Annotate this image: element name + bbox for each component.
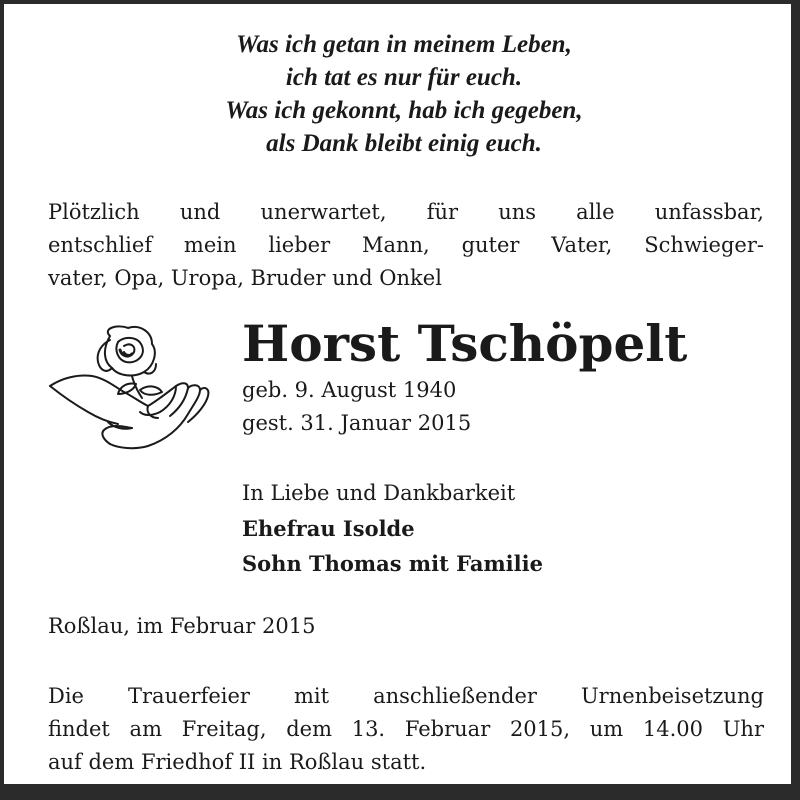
death-date: gest. 31. Januar 2015 (242, 411, 472, 435)
deceased-name: Horst Tschöpelt (242, 314, 688, 373)
funeral-notice (48, 680, 764, 779)
obituary-card (4, 4, 791, 784)
poem-line: Was ich getan in meinem Leben, (236, 31, 572, 58)
intro-text (48, 196, 764, 295)
mourners-block (242, 476, 543, 581)
funeral-line: findet am Freitag, dem 13. Februar 2015, um 14.00 Uhr (48, 717, 764, 741)
poem (4, 28, 800, 160)
birth-date: geb. 9. August 1940 (242, 378, 457, 402)
poem-line: Was ich gekonnt, hab ich gegeben, (225, 97, 583, 124)
poem-line: als Dank bleibt einig euch. (266, 130, 542, 157)
intro-line: vater, Opa, Uropa, Bruder und Onkel (48, 266, 442, 290)
mourner-name: Ehefrau Isolde (242, 516, 415, 541)
rose-in-hands-icon (48, 322, 212, 464)
funeral-line: Die Trauerfeier mit anschließender Urnenbeisetzung (48, 684, 764, 708)
funeral-line: auf dem Friedhof II in Roßlau statt. (48, 750, 427, 774)
mourner-name: Sohn Thomas mit Familie (242, 551, 543, 576)
place-date: Roßlau, im Februar 2015 (48, 614, 316, 638)
intro-line: entschlief mein lieber Mann, guter Vater, Schwieger- (48, 233, 764, 257)
mourners-heading: In Liebe und Dankbarkeit (242, 481, 516, 505)
life-dates (242, 374, 471, 440)
poem-line: ich tat es nur für euch. (285, 64, 523, 91)
intro-line: Plötzlich und unerwartet, für uns alle unfassbar, (48, 200, 764, 224)
